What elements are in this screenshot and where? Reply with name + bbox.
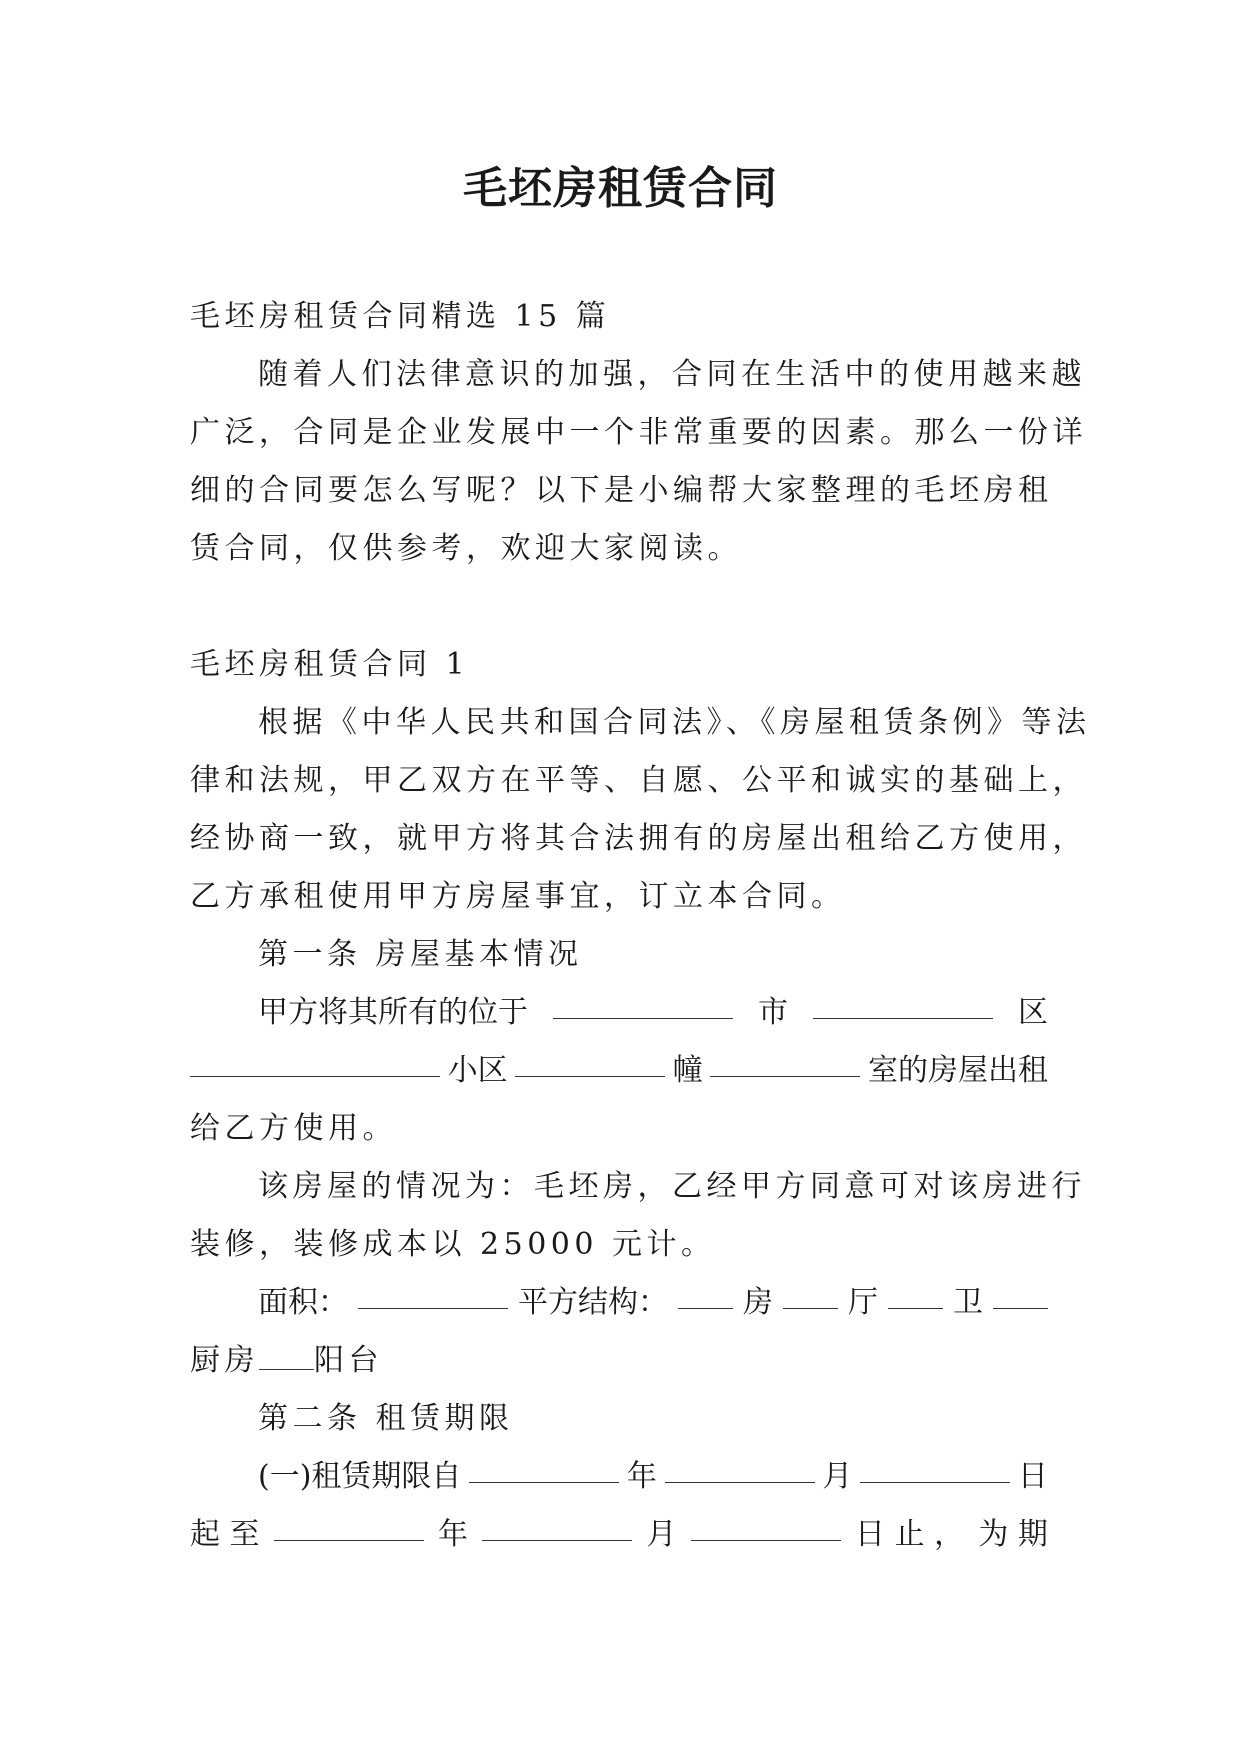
- rooms-blank: [678, 1274, 733, 1309]
- kitchens-blank: [993, 1274, 1048, 1309]
- document-title: 毛坯房租赁合同: [463, 163, 778, 214]
- section-para-line-1: 根据《中华人民共和国合同法》、《房屋租赁条例》等法: [258, 705, 1091, 740]
- term-prefix: (一)租赁期限自: [258, 1459, 462, 1494]
- location-line-3: 给乙方使用。: [190, 1111, 397, 1146]
- area-blank: [358, 1274, 508, 1309]
- baths-label: 卫: [953, 1285, 983, 1320]
- end-day-label: 日 止 ，: [855, 1517, 965, 1552]
- end-year-blank: [274, 1506, 424, 1541]
- location-line-1: [190, 984, 1048, 1042]
- area-label: 面积：: [258, 1285, 348, 1320]
- city-blank: [553, 984, 733, 1019]
- baths-blank: [888, 1274, 943, 1309]
- location-prefix: 甲方将其所有的位于: [258, 995, 528, 1030]
- intro-line-3: 细的合同要怎么写呢？以下是小编帮大家整理的毛坯房租: [190, 473, 1053, 508]
- area-line-2: [190, 1332, 1050, 1390]
- intro-line-2: 广泛，合同是企业发展中一个非常重要的因素。那么一份详: [190, 415, 1087, 450]
- kitchens-label: 厨房: [190, 1343, 259, 1378]
- location-line-2: [190, 1042, 1048, 1100]
- condition-line-2: 装修，装修成本以 25000 元计。: [190, 1227, 716, 1262]
- article-2-heading: 第二条 租赁期限: [258, 1401, 514, 1436]
- district-label: 区: [1018, 995, 1048, 1030]
- structure-label: 平方结构：: [518, 1285, 668, 1320]
- area-line-1: [190, 1274, 1048, 1332]
- intro-line-4: 赁合同，仅供参考，欢迎大家阅读。: [190, 531, 742, 566]
- start-month-blank: [665, 1448, 815, 1483]
- condition-line-1: 该房屋的情况为：毛坯房，乙经甲方同意可对该房进行: [258, 1169, 1086, 1204]
- section-para-line-2: 律和法规，甲乙双方在平等、自愿、公平和诚实的基础上，: [190, 763, 1087, 798]
- period-label: 为 期: [978, 1517, 1048, 1552]
- section-para-line-3: 经协商一致，就甲方将其合法拥有的房屋出租给乙方使用，: [190, 821, 1087, 856]
- start-year-blank: [469, 1448, 619, 1483]
- term-line-2: [190, 1506, 1048, 1564]
- city-label: 市: [758, 995, 788, 1030]
- community-label: 小区: [447, 1053, 508, 1088]
- end-year-label: 年: [438, 1517, 469, 1552]
- start-month-label: 月: [822, 1459, 853, 1494]
- balconies-blank: [259, 1335, 314, 1370]
- end-day-blank: [691, 1506, 841, 1541]
- section-heading: 毛坯房租赁合同 1: [190, 647, 470, 682]
- section-para-line-4: 乙方承租使用甲方房屋事宜，订立本合同。: [190, 879, 846, 914]
- balconies-label: 阳台: [314, 1343, 383, 1378]
- start-year-label: 年: [626, 1459, 657, 1494]
- end-month-label: 月: [646, 1517, 677, 1552]
- community-blank: [515, 1042, 665, 1077]
- address-blank: [190, 1042, 440, 1077]
- term-line-1: [190, 1448, 1048, 1506]
- start-day-label: 日: [1017, 1459, 1048, 1494]
- room-label: 室的房屋出租: [867, 1053, 1048, 1088]
- building-label: 幢: [672, 1053, 703, 1088]
- halls-label: 厅: [848, 1285, 878, 1320]
- building-blank: [710, 1042, 860, 1077]
- start-day-blank: [860, 1448, 1010, 1483]
- spacer: [190, 578, 1050, 636]
- subtitle: 毛坯房租赁合同精选 15 篇: [190, 299, 611, 334]
- document-body: [190, 288, 1091, 1564]
- rooms-label: 房: [743, 1285, 773, 1320]
- end-month-blank: [482, 1506, 632, 1541]
- article-1-heading: 第一条 房屋基本情况: [258, 937, 583, 972]
- district-blank: [813, 984, 993, 1019]
- halls-blank: [783, 1274, 838, 1309]
- intro-line-1: 随着人们法律意识的加强，合同在生活中的使用越来越: [258, 357, 1086, 392]
- from-to-label: 起 至: [190, 1517, 260, 1552]
